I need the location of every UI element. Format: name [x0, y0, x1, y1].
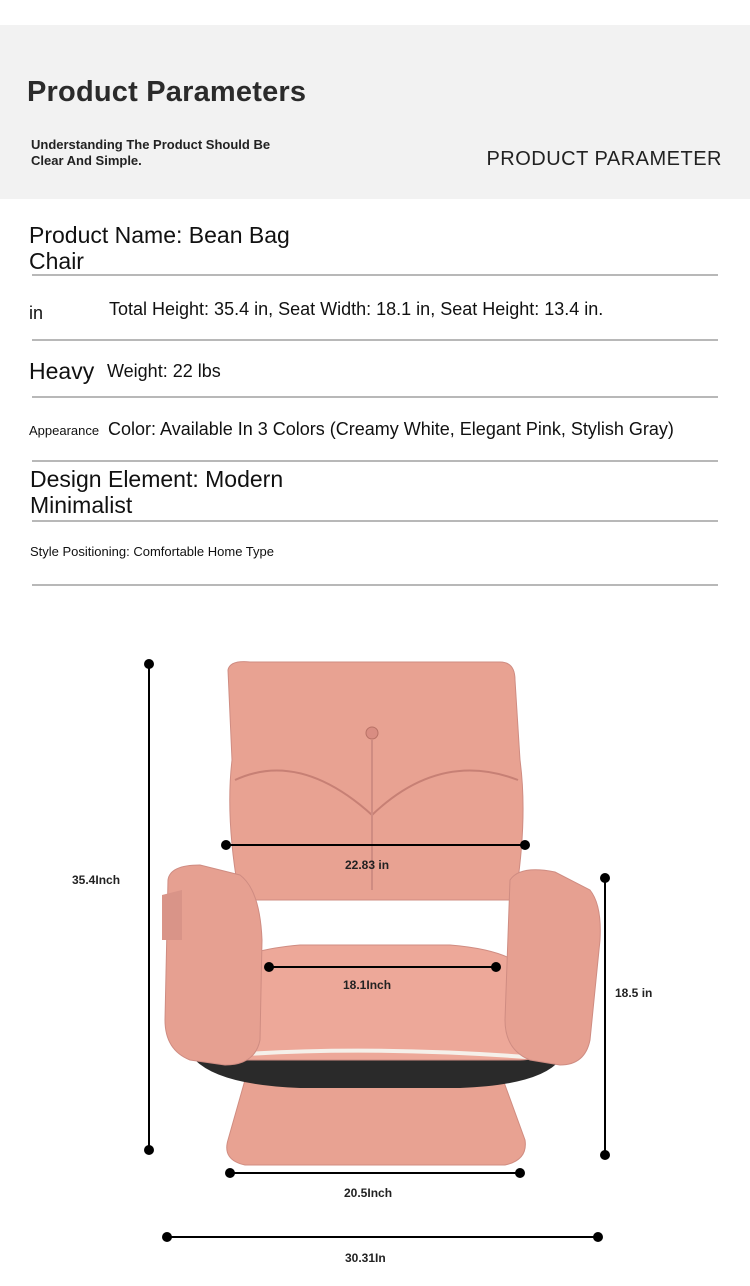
divider [32, 274, 718, 276]
header-banner [0, 25, 750, 199]
label-total-width: 30.31In [345, 1251, 386, 1265]
label-total-height: 35.4Inch [72, 873, 121, 887]
label-back-width: 22.83 in [345, 858, 390, 872]
chair-right-arm [505, 870, 600, 1065]
dimension-seat-height [600, 873, 610, 1160]
dimensions-text: Total Height: 35.4 in, Seat Width: 18.1 in, Seat Height: 13.4 in. [109, 299, 604, 319]
chair-illustration [0, 640, 750, 1281]
divider [32, 396, 718, 398]
divider [32, 339, 718, 341]
dimension-base-width [225, 1168, 525, 1178]
label-base-width: 20.5Inch [344, 1186, 393, 1200]
style-positioning: Style Positioning: Comfortable Home Type [30, 544, 274, 559]
weight-text: Weight: 22 lbs [107, 361, 221, 381]
page-title: Product Parameters [27, 76, 307, 108]
param-label-in: in [29, 303, 44, 323]
section-label: PRODUCT PARAMETER [486, 148, 722, 170]
param-label-heavy: Heavy [29, 358, 95, 384]
label-seat-width: 18.1Inch [343, 978, 392, 992]
color-text: Color: Available In 3 Colors (Creamy White, Elegant Pink, Stylish Gray) [108, 419, 674, 439]
chair-illustration-area [0, 640, 750, 1281]
dimension-total-height [144, 659, 154, 1155]
label-seat-height: 18.5 in [615, 986, 653, 1000]
side-pocket [162, 890, 182, 940]
divider [32, 460, 718, 462]
divider [32, 584, 718, 586]
divider [32, 520, 718, 522]
dimension-total-width [162, 1232, 603, 1242]
product-name: Product Name: Bean Bag Chair [29, 222, 290, 274]
design-element: Design Element: Modern Minimalist [30, 466, 284, 518]
param-label-appearance: Appearance [29, 423, 100, 438]
tufting-button [366, 727, 378, 739]
page-subtitle: Understanding The Product Should Be Clear And Simple. [31, 137, 271, 168]
